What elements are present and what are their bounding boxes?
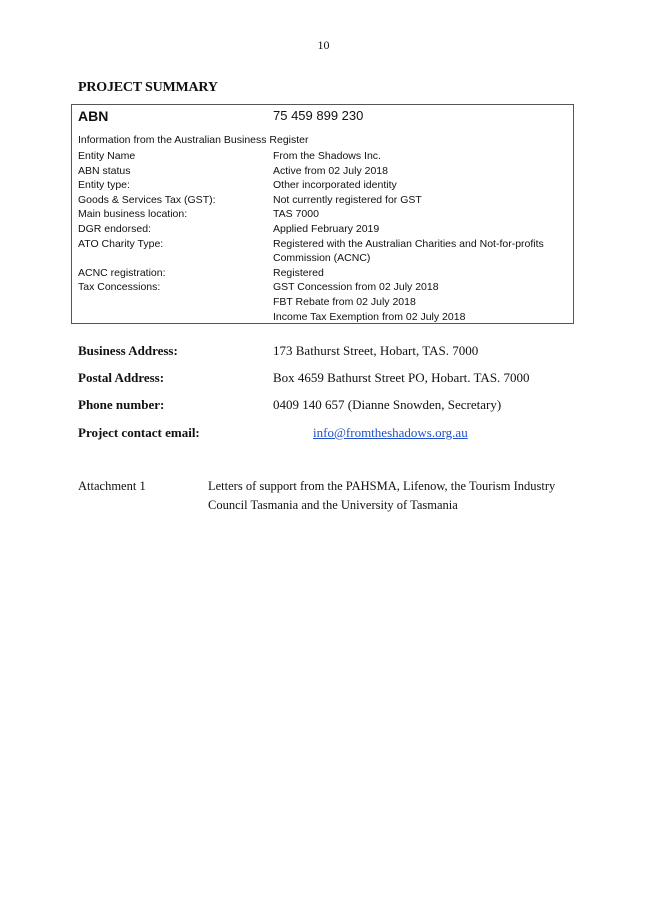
postal-address-value: Box 4659 Bathurst Street PO, Hobart. TAS. 7000 — [273, 370, 530, 385]
register-row — [78, 164, 570, 179]
register-row-value: Income Tax Exemption from 02 July 2018 — [273, 310, 466, 323]
register-row — [78, 207, 570, 222]
attachment-text: Letters of support from the PAHSMA, Lifenow, the Tourism Industry Council Tasmania and the University of Tasmania — [208, 479, 556, 512]
register-row-label — [78, 251, 273, 266]
register-row-label: Main business location: — [78, 208, 188, 221]
register-row-label: DGR endorsed: — [78, 222, 151, 235]
register-row-value: FBT Rebate from 02 July 2018 — [273, 295, 416, 308]
register-row — [78, 193, 570, 208]
business-address-value: 173 Bathurst Street, Hobart, TAS. 7000 — [273, 343, 479, 358]
email-label: Project contact email: — [78, 425, 200, 440]
register-row-label: Tax Concessions: — [78, 281, 161, 294]
register-row — [78, 251, 570, 266]
register-row-label: ATO Charity Type: — [78, 237, 164, 250]
register-row — [78, 295, 570, 310]
register-row-label: Entity Name — [78, 150, 136, 162]
register-row — [78, 310, 570, 325]
section-title: PROJECT SUMMARY — [78, 80, 218, 95]
phone-label: Phone number: — [78, 397, 165, 412]
phone-value: 0409 140 657 (Dianne Snowden, Secretary) — [273, 397, 502, 412]
register-row-value: Other incorporated identity — [273, 179, 397, 192]
register-row — [78, 280, 570, 295]
register-row-value: Not currently registered for GST — [273, 193, 422, 206]
register-row — [78, 266, 570, 281]
register-row-value: Registered with the Australian Charities and Not-for-profits — [273, 237, 544, 250]
register-row-value: Commission (ACNC) — [273, 252, 371, 265]
register-row-label — [78, 310, 273, 325]
email-link[interactable]: info@fromtheshadows.org.au — [313, 425, 468, 440]
register-row-label: Entity type: — [78, 179, 130, 192]
abn-value: 75 459 899 230 — [273, 108, 364, 123]
register-row-value: GST Concession from 02 July 2018 — [273, 281, 439, 294]
register-heading: Information from the Australian Business Register — [78, 134, 309, 146]
register-row — [78, 178, 570, 193]
postal-address-label: Postal Address: — [78, 370, 165, 385]
register-row-label: ACNC registration: — [78, 266, 166, 279]
register-row-label: Goods & Services Tax (GST): — [78, 193, 216, 206]
business-address-label: Business Address: — [78, 343, 178, 358]
abn-label: ABN — [78, 108, 109, 124]
register-row-value: Active from 02 July 2018 — [273, 164, 388, 177]
register-row-value: Registered — [273, 266, 324, 279]
page-number: 10 — [317, 38, 330, 52]
register-row-label: ABN status — [78, 164, 131, 177]
register-row-label — [78, 295, 273, 310]
register-row-value: From the Shadows Inc. — [273, 150, 381, 162]
register-row — [78, 237, 570, 252]
attachment-label: Attachment 1 — [78, 479, 146, 493]
register-row — [78, 149, 570, 164]
register-rows — [78, 149, 570, 324]
register-row — [78, 222, 570, 237]
register-row-value: Applied February 2019 — [273, 222, 380, 235]
register-row-value: TAS 7000 — [273, 208, 319, 221]
